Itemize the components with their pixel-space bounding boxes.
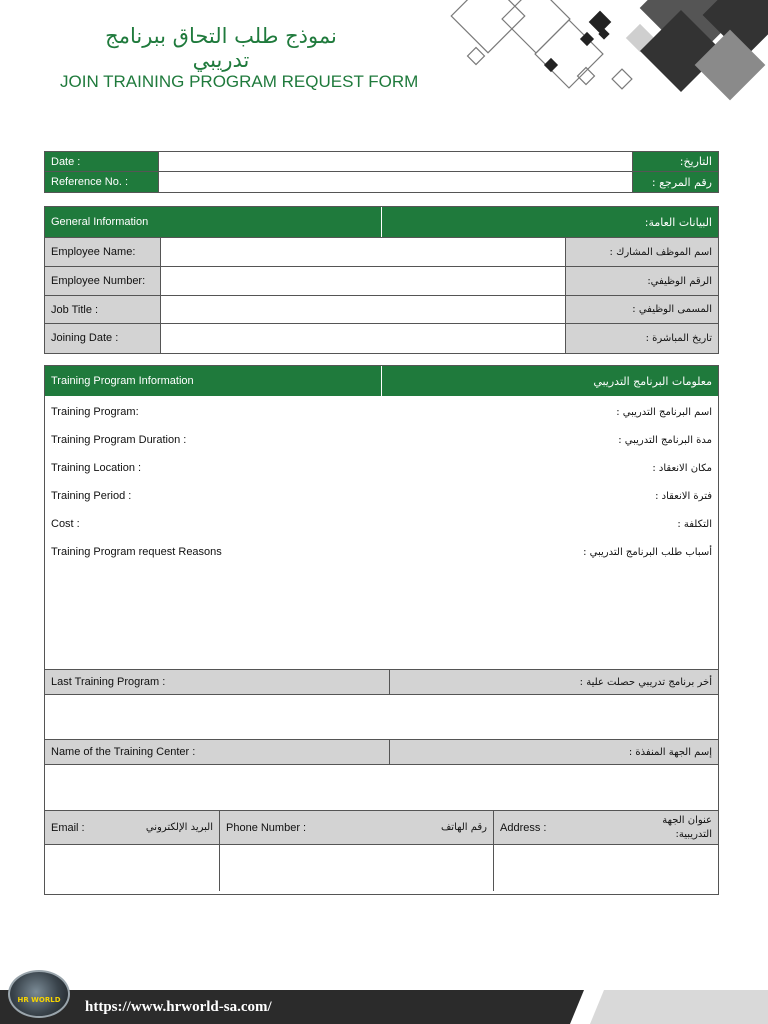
training-program-name-row — [45, 398, 718, 426]
reference-input[interactable] — [159, 172, 633, 193]
joining-date-input[interactable] — [160, 324, 565, 353]
date-label-arabic: التاريخ: — [633, 152, 719, 172]
email-label: Email : — [51, 821, 85, 834]
reference-row — [45, 172, 719, 193]
general-information-table — [45, 237, 718, 353]
reference-label: Reference No. : — [45, 172, 159, 193]
training-location-row — [45, 454, 718, 482]
employee-number-row — [45, 267, 718, 296]
joining-date-label-arabic: تاريخ المباشرة : — [565, 324, 718, 353]
last-training-input[interactable] — [45, 695, 718, 740]
training-duration-label-arabic: مدة البرنامج التدريبي : — [618, 434, 712, 446]
training-duration-label: Training Program Duration : — [51, 434, 187, 446]
training-period-label: Training Period : — [51, 490, 132, 502]
training-program-name-label: Training Program: — [51, 406, 139, 418]
employee-name-input[interactable] — [160, 238, 565, 267]
footer-website-link[interactable]: https://www.hrworld-sa.com/ — [85, 999, 272, 1015]
employee-name-label: Employee Name: — [45, 238, 160, 267]
training-program-name-label-arabic: اسم البرنامج التدريبي : — [616, 406, 712, 418]
training-center-header — [45, 740, 718, 765]
employee-name-row — [45, 238, 718, 267]
training-cost-label: Cost : — [51, 518, 80, 530]
training-period-row — [45, 482, 718, 510]
address-header — [494, 811, 718, 844]
phone-label: Phone Number : — [226, 821, 307, 834]
training-program-header — [45, 366, 718, 396]
hr-world-logo — [8, 970, 70, 1018]
form-title-english: JOIN TRAINING PROGRAM REQUEST FORM — [60, 72, 419, 91]
phone-label-arabic: رقم الهاتف — [440, 822, 487, 833]
training-program-title-arabic: معلومات البرنامج التدريبي — [593, 374, 712, 388]
joining-date-label: Joining Date : — [45, 324, 160, 353]
general-information-header — [45, 207, 718, 237]
job-title-label: Job Title : — [45, 296, 160, 324]
email-input[interactable] — [45, 845, 220, 891]
training-location-label: Training Location : — [51, 462, 142, 474]
training-reasons-label-arabic: أسباب طلب البرنامج التدريبي : — [583, 546, 712, 558]
address-label: Address : — [500, 821, 547, 834]
job-title-label-arabic: المسمى الوظيفي : — [565, 296, 718, 324]
training-center-input[interactable] — [45, 765, 718, 811]
joining-date-row — [45, 324, 718, 353]
general-information-section — [44, 206, 719, 354]
address-input[interactable] — [494, 845, 718, 891]
training-location-label-arabic: مكان الانعقاد : — [652, 462, 712, 474]
date-label: Date : — [45, 152, 159, 172]
email-label-arabic: البريد الإلكتروني — [145, 822, 213, 833]
training-reasons-label: Training Program request Reasons — [51, 546, 222, 558]
last-training-header — [45, 669, 718, 695]
training-period-label-arabic: فترة الانعقاد : — [655, 490, 712, 502]
employee-name-label-arabic: اسم الموظف المشارك : — [565, 238, 718, 267]
general-information-title-arabic: البيانات العامة: — [644, 215, 712, 229]
training-reasons-row — [45, 538, 718, 566]
last-training-label-arabic: أخر برنامج تدريبي حصلت علية : — [390, 670, 718, 694]
training-center-label-arabic: إسم الجهة المنفذة : — [390, 740, 718, 764]
phone-input[interactable] — [220, 845, 494, 891]
date-row — [45, 152, 719, 172]
employee-number-label: Employee Number: — [45, 267, 160, 296]
address-label-arabic: عنوان الجهة التدريبية: — [662, 814, 712, 840]
training-cost-label-arabic: التكلفة : — [677, 518, 712, 530]
job-title-row — [45, 296, 718, 324]
training-program-section — [44, 365, 719, 895]
training-duration-row — [45, 426, 718, 454]
date-input[interactable] — [159, 152, 633, 172]
training-program-details[interactable] — [45, 396, 718, 669]
contact-header — [45, 811, 718, 845]
email-header — [45, 811, 220, 844]
phone-header — [220, 811, 494, 844]
employee-number-label-arabic: الرقم الوظيفي: — [565, 267, 718, 296]
hr-world-logo-text: HR WORLD — [17, 996, 61, 1004]
training-cost-row — [45, 510, 718, 538]
reference-label-arabic: رقم المرجع : — [633, 172, 719, 193]
reference-table — [44, 151, 719, 193]
job-title-input[interactable] — [160, 296, 565, 324]
contact-inputs — [45, 845, 718, 891]
diamond-pattern-decoration — [440, 0, 768, 115]
training-program-title: Training Program Information — [45, 366, 382, 396]
form-title-arabic: نموذج طلب التحاق ببرنامج تدريبي — [105, 24, 337, 72]
employee-number-input[interactable] — [160, 267, 565, 296]
last-training-label: Last Training Program : — [45, 670, 390, 694]
general-information-title: General Information — [45, 207, 382, 237]
training-center-label: Name of the Training Center : — [45, 740, 390, 764]
